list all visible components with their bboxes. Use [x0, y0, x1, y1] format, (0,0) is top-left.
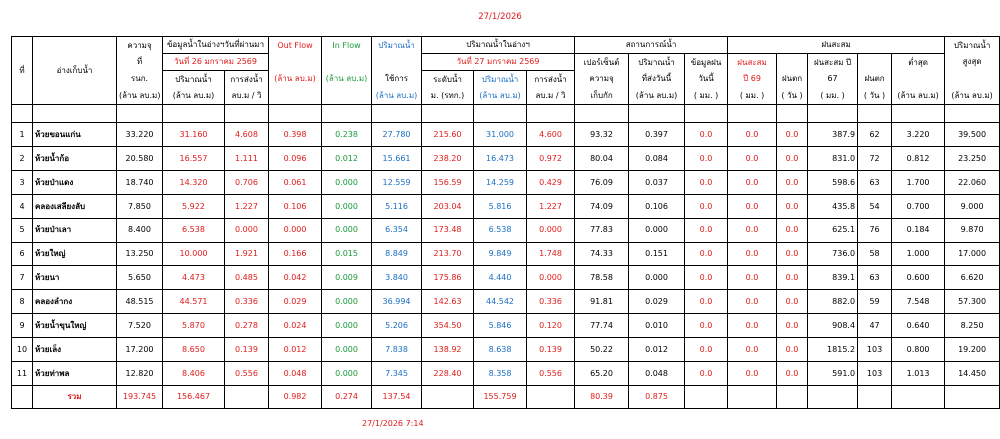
row-rain-67: 435.8 — [808, 194, 858, 218]
row-rain-today: 0.0 — [685, 266, 728, 290]
table-row — [12, 218, 1000, 242]
row-today-release: 0.139 — [527, 338, 575, 362]
row-yesterday-volume: 10.000 — [163, 242, 225, 266]
header-yesterday-volume-2: (ล้าน ลบ.ม) — [163, 88, 225, 105]
table-row — [12, 290, 1000, 314]
total-row — [12, 386, 1000, 409]
header-status-group: สถานการณ์น้ำ — [575, 37, 728, 54]
row-usable: 5.116 — [372, 194, 422, 218]
row-percent: 91.81 — [575, 290, 629, 314]
header-release-today-2: ที่ส่งวันนี้ — [629, 71, 685, 88]
header-yesterday-volume-1: ปริมาณน้ำ — [163, 71, 225, 88]
row-yesterday-release: 0.336 — [225, 290, 269, 314]
row-min: 0.640 — [892, 314, 945, 338]
row-rain-69: 0.0 — [728, 146, 777, 170]
row-no: 2 — [12, 146, 33, 170]
row-level: 213.70 — [422, 242, 474, 266]
row-capacity: 13.250 — [117, 242, 163, 266]
row-no: 7 — [12, 266, 33, 290]
row-release-today: 0.106 — [629, 194, 685, 218]
row-percent: 74.09 — [575, 194, 629, 218]
row-yesterday-release: 0.139 — [225, 338, 269, 362]
header-today-volume-1: ปริมาณน้ำ — [474, 71, 527, 88]
header-rain67-3: ( มม. ) — [808, 88, 858, 105]
row-yesterday-volume: 8.650 — [163, 338, 225, 362]
header-outflow-1: Out Flow — [269, 37, 322, 54]
row-rain-67: 387.9 — [808, 123, 858, 147]
row-usable: 15.661 — [372, 146, 422, 170]
row-percent: 76.09 — [575, 170, 629, 194]
header-capacity-3: รนก. — [117, 71, 163, 88]
row-rain-67: 908.4 — [808, 314, 858, 338]
row-raindays-69: 0.0 — [777, 170, 808, 194]
row-rain-69: 0.0 — [728, 170, 777, 194]
row-reservoir-name: ห้วยเล็ง — [33, 338, 117, 362]
row-usable: 3.840 — [372, 266, 422, 290]
table-row — [12, 338, 1000, 362]
row-raindays-69: 0.0 — [777, 290, 808, 314]
row-rain-today: 0.0 — [685, 338, 728, 362]
row-min: 1.000 — [892, 242, 945, 266]
row-outflow: 0.106 — [269, 194, 322, 218]
row-max: 6.620 — [945, 266, 1000, 290]
row-raindays-67: 72 — [858, 146, 892, 170]
header-raindays67-2: ( วัน ) — [858, 88, 892, 105]
header-min-2: ต่ำสุด — [892, 54, 945, 71]
row-today-volume: 8.638 — [474, 338, 527, 362]
row-min: 0.800 — [892, 338, 945, 362]
row-usable: 6.354 — [372, 218, 422, 242]
row-raindays-67: 54 — [858, 194, 892, 218]
row-level: 238.20 — [422, 146, 474, 170]
row-reservoir-name: คลองเสลียงลับ — [33, 194, 117, 218]
row-raindays-69: 0.0 — [777, 314, 808, 338]
row-rain-67: 598.6 — [808, 170, 858, 194]
row-rain-67: 839.1 — [808, 266, 858, 290]
header-raindays69-1: ฝนตก — [777, 71, 808, 88]
row-yesterday-volume: 16.557 — [163, 146, 225, 170]
row-rain-today: 0.0 — [685, 170, 728, 194]
row-percent: 74.33 — [575, 242, 629, 266]
header-rain67-2: 67 — [808, 71, 858, 88]
row-rain-67: 736.0 — [808, 242, 858, 266]
table-row — [12, 362, 1000, 386]
table-row — [12, 194, 1000, 218]
row-outflow: 0.042 — [269, 266, 322, 290]
row-today-volume: 9.849 — [474, 242, 527, 266]
row-yesterday-volume: 8.406 — [163, 362, 225, 386]
header-rain-today-3: ( มม. ) — [685, 88, 728, 105]
row-inflow: 0.000 — [322, 362, 372, 386]
row-capacity: 8.400 — [117, 218, 163, 242]
row-outflow: 0.000 — [269, 218, 322, 242]
row-rain-69: 0.0 — [728, 218, 777, 242]
header-yesterday-date: วันที่ 26 มกราคม 2569 — [163, 54, 269, 71]
row-level: 156.59 — [422, 170, 474, 194]
row-raindays-69: 0.0 — [777, 266, 808, 290]
row-usable: 27.780 — [372, 123, 422, 147]
row-rain-67: 591.0 — [808, 362, 858, 386]
row-inflow: 0.009 — [322, 266, 372, 290]
row-usable: 8.849 — [372, 242, 422, 266]
row-inflow: 0.238 — [322, 123, 372, 147]
row-level: 175.86 — [422, 266, 474, 290]
row-yesterday-volume: 14.320 — [163, 170, 225, 194]
row-min: 0.600 — [892, 266, 945, 290]
row-rain-today: 0.0 — [685, 314, 728, 338]
total-usable: 137.54 — [372, 386, 422, 409]
header-usable-3: (ล้าน ลบ.ม) — [372, 88, 422, 105]
row-max: 19.200 — [945, 338, 1000, 362]
row-today-volume: 5.816 — [474, 194, 527, 218]
header-inflow-2: (ล้าน ลบ.ม) — [322, 71, 372, 88]
row-rain-today: 0.0 — [685, 362, 728, 386]
total-percent: 80.39 — [575, 386, 629, 409]
row-max: 14.450 — [945, 362, 1000, 386]
row-yesterday-volume: 4.473 — [163, 266, 225, 290]
header-level-2: ม. (รทก.) — [422, 88, 474, 105]
row-reservoir-name: ห้วยน้ำขุนใหญ่ — [33, 314, 117, 338]
row-min: 0.700 — [892, 194, 945, 218]
row-reservoir-name: ห้วยขอนแก่น — [33, 123, 117, 147]
row-raindays-69: 0.0 — [777, 242, 808, 266]
row-min: 3.220 — [892, 123, 945, 147]
header-rain69-3: ( มม. ) — [728, 88, 777, 105]
row-no: 10 — [12, 338, 33, 362]
row-outflow: 0.012 — [269, 338, 322, 362]
row-percent: 77.74 — [575, 314, 629, 338]
row-raindays-69: 0.0 — [777, 123, 808, 147]
row-min: 7.548 — [892, 290, 945, 314]
row-raindays-67: 58 — [858, 242, 892, 266]
header-min-1: ปริมาณน้ำ — [945, 37, 1000, 54]
row-today-release: 1.748 — [527, 242, 575, 266]
row-raindays-69: 0.0 — [777, 194, 808, 218]
row-raindays-67: 63 — [858, 266, 892, 290]
row-release-today: 0.000 — [629, 218, 685, 242]
header-rain-today-1: ข้อมูลฝน — [685, 54, 728, 71]
header-today-group: ปริมาณน้ำในอ่างฯ — [422, 37, 575, 54]
row-rain-67: 625.1 — [808, 218, 858, 242]
header-no: ที่ — [12, 37, 33, 105]
row-today-volume: 14.259 — [474, 170, 527, 194]
row-max: 22.060 — [945, 170, 1000, 194]
row-raindays-69: 0.0 — [777, 146, 808, 170]
row-release-today: 0.151 — [629, 242, 685, 266]
row-rain-69: 0.0 — [728, 266, 777, 290]
row-percent: 93.32 — [575, 123, 629, 147]
row-raindays-69: 0.0 — [777, 362, 808, 386]
total-outflow: 0.982 — [269, 386, 322, 409]
row-reservoir-name: ห้วยป่าแดง — [33, 170, 117, 194]
row-capacity: 20.580 — [117, 146, 163, 170]
row-release-today: 0.000 — [629, 266, 685, 290]
table-row — [12, 123, 1000, 147]
row-max: 57.300 — [945, 290, 1000, 314]
row-today-release: 0.000 — [527, 266, 575, 290]
row-reservoir-name: ห้วยป่าเลา — [33, 218, 117, 242]
table-row — [12, 242, 1000, 266]
row-today-volume: 5.846 — [474, 314, 527, 338]
row-release-today: 0.048 — [629, 362, 685, 386]
row-yesterday-release: 4.608 — [225, 123, 269, 147]
header-percent-2: ความจุ — [575, 71, 629, 88]
row-percent: 65.20 — [575, 362, 629, 386]
row-raindays-67: 59 — [858, 290, 892, 314]
row-raindays-67: 103 — [858, 338, 892, 362]
row-yesterday-release: 1.921 — [225, 242, 269, 266]
row-level: 354.50 — [422, 314, 474, 338]
row-no: 1 — [12, 123, 33, 147]
row-capacity: 12.820 — [117, 362, 163, 386]
row-min: 1.013 — [892, 362, 945, 386]
row-reservoir-name: ห้วยท่าพล — [33, 362, 117, 386]
row-max: 39.500 — [945, 123, 1000, 147]
header-yesterday-group: ข้อมูลน้ำในอ่างฯวันที่ผ่านมา — [163, 37, 269, 54]
row-rain-today: 0.0 — [685, 218, 728, 242]
row-min: 0.184 — [892, 218, 945, 242]
row-rain-69: 0.0 — [728, 338, 777, 362]
header-today-release-1: การส่งน้ำ — [527, 71, 575, 88]
row-raindays-67: 103 — [858, 362, 892, 386]
row-inflow: 0.000 — [322, 194, 372, 218]
row-level: 228.40 — [422, 362, 474, 386]
row-no: 5 — [12, 218, 33, 242]
row-level: 203.04 — [422, 194, 474, 218]
row-no: 4 — [12, 194, 33, 218]
row-capacity: 33.220 — [117, 123, 163, 147]
row-release-today: 0.029 — [629, 290, 685, 314]
header-today-volume-2: (ล้าน ลบ.ม) — [474, 88, 527, 105]
row-rain-today: 0.0 — [685, 242, 728, 266]
row-level: 215.60 — [422, 123, 474, 147]
row-today-volume: 8.358 — [474, 362, 527, 386]
row-outflow: 0.061 — [269, 170, 322, 194]
row-max: 23.250 — [945, 146, 1000, 170]
row-inflow: 0.000 — [322, 338, 372, 362]
timestamp-footer: 27/1/2026 7:14 — [362, 419, 424, 428]
header-max-2: สูงสุด — [945, 54, 1000, 71]
row-inflow: 0.000 — [322, 314, 372, 338]
header-capacity-1: ความจุ — [117, 37, 163, 54]
header-usable-1: ปริมาณน้ำ — [372, 37, 422, 54]
total-today-volume: 155.759 — [474, 386, 527, 409]
header-inflow-1: In Flow — [322, 37, 372, 54]
header-rain69-1: ฝนสะสม — [728, 54, 777, 71]
header-percent-1: เปอร์เซ็นต์ — [575, 54, 629, 71]
row-outflow: 0.398 — [269, 123, 322, 147]
row-min: 0.812 — [892, 146, 945, 170]
total-yesterday-volume: 156.467 — [163, 386, 225, 409]
row-today-release: 0.972 — [527, 146, 575, 170]
row-inflow: 0.012 — [322, 146, 372, 170]
table-row — [12, 314, 1000, 338]
row-rain-69: 0.0 — [728, 362, 777, 386]
row-usable: 7.838 — [372, 338, 422, 362]
row-min: 1.700 — [892, 170, 945, 194]
row-rain-67: 831.0 — [808, 146, 858, 170]
header-usable-2: ใช้การ — [372, 71, 422, 88]
table-row — [12, 170, 1000, 194]
row-raindays-67: 76 — [858, 218, 892, 242]
row-release-today: 0.012 — [629, 338, 685, 362]
row-rain-69: 0.0 — [728, 123, 777, 147]
row-usable: 7.345 — [372, 362, 422, 386]
header-outflow-2: (ล้าน ลบ.ม) — [269, 71, 322, 88]
row-raindays-67: 47 — [858, 314, 892, 338]
row-max: 17.000 — [945, 242, 1000, 266]
row-level: 142.63 — [422, 290, 474, 314]
row-inflow: 0.000 — [322, 218, 372, 242]
row-today-release: 0.429 — [527, 170, 575, 194]
total-release-today: 0.875 — [629, 386, 685, 409]
row-raindays-67: 62 — [858, 123, 892, 147]
row-today-volume: 31.000 — [474, 123, 527, 147]
row-capacity: 18.740 — [117, 170, 163, 194]
row-rain-today: 0.0 — [685, 290, 728, 314]
row-percent: 78.58 — [575, 266, 629, 290]
row-capacity: 7.520 — [117, 314, 163, 338]
row-release-today: 0.037 — [629, 170, 685, 194]
header-percent-3: เก็บกัก — [575, 88, 629, 105]
row-max: 9.870 — [945, 218, 1000, 242]
row-yesterday-volume: 5.870 — [163, 314, 225, 338]
row-raindays-67: 63 — [858, 170, 892, 194]
row-no: 3 — [12, 170, 33, 194]
row-yesterday-volume: 5.922 — [163, 194, 225, 218]
header-max-3: (ล้าน ลบ.ม) — [945, 88, 1000, 105]
row-percent: 80.04 — [575, 146, 629, 170]
row-outflow: 0.166 — [269, 242, 322, 266]
row-yesterday-release: 0.278 — [225, 314, 269, 338]
header-capacity-2: ที่ — [117, 54, 163, 71]
row-today-volume: 4.440 — [474, 266, 527, 290]
table-row — [12, 146, 1000, 170]
header-rain-today-2: วันนี้ — [685, 71, 728, 88]
report-date-title: 27/1/2026 — [478, 12, 522, 22]
row-today-release: 4.600 — [527, 123, 575, 147]
row-rain-today: 0.0 — [685, 146, 728, 170]
row-usable: 12.559 — [372, 170, 422, 194]
row-outflow: 0.024 — [269, 314, 322, 338]
row-yesterday-release: 0.485 — [225, 266, 269, 290]
row-today-volume: 6.538 — [474, 218, 527, 242]
header-level-1: ระดับน้ำ — [422, 71, 474, 88]
header-release-today-3: (ล้าน ลบ.ม) — [629, 88, 685, 105]
total-inflow: 0.274 — [322, 386, 372, 409]
row-capacity: 48.515 — [117, 290, 163, 314]
row-level: 138.92 — [422, 338, 474, 362]
row-capacity: 5.650 — [117, 266, 163, 290]
row-rain-69: 0.0 — [728, 194, 777, 218]
row-usable: 36.994 — [372, 290, 422, 314]
row-rain-69: 0.0 — [728, 314, 777, 338]
row-percent: 77.83 — [575, 218, 629, 242]
row-no: 9 — [12, 314, 33, 338]
header-rain-group: ฝนสะสม — [728, 37, 945, 54]
row-today-release: 0.120 — [527, 314, 575, 338]
row-usable: 5.206 — [372, 314, 422, 338]
row-yesterday-volume: 44.571 — [163, 290, 225, 314]
row-rain-69: 0.0 — [728, 242, 777, 266]
row-yesterday-release: 0.556 — [225, 362, 269, 386]
row-today-volume: 16.473 — [474, 146, 527, 170]
row-rain-67: 882.0 — [808, 290, 858, 314]
header-reservoir: อ่างเก็บน้ำ — [33, 37, 117, 105]
header-today-date: วันที่ 27 มกราคม 2569 — [422, 54, 575, 71]
row-max: 8.250 — [945, 314, 1000, 338]
row-reservoir-name: ห้วยใหญ่ — [33, 242, 117, 266]
row-today-release: 0.336 — [527, 290, 575, 314]
row-inflow: 0.000 — [322, 290, 372, 314]
header-release-today-1: ปริมาณน้ำ — [629, 54, 685, 71]
header-rain67-1: ฝนสะสม ปี — [808, 54, 858, 71]
header-min-3: (ล้าน ลบ.ม) — [892, 88, 945, 105]
header-raindays67-1: ฝนตก — [858, 71, 892, 88]
row-release-today: 0.010 — [629, 314, 685, 338]
row-today-release: 0.556 — [527, 362, 575, 386]
header-yesterday-release-1: การส่งน้ำ — [225, 71, 269, 88]
row-inflow: 0.015 — [322, 242, 372, 266]
header-today-release-2: ลบ.ม / วิ — [527, 88, 575, 105]
row-percent: 50.22 — [575, 338, 629, 362]
row-level: 173.48 — [422, 218, 474, 242]
table-row — [12, 266, 1000, 290]
row-rain-69: 0.0 — [728, 290, 777, 314]
row-capacity: 7.850 — [117, 194, 163, 218]
total-label: รวม — [33, 386, 117, 409]
row-yesterday-release: 1.227 — [225, 194, 269, 218]
row-yesterday-release: 1.111 — [225, 146, 269, 170]
row-raindays-69: 0.0 — [777, 218, 808, 242]
header-raindays69-2: ( วัน ) — [777, 88, 808, 105]
row-reservoir-name: ห้วยนา — [33, 266, 117, 290]
total-capacity: 193.745 — [117, 386, 163, 409]
header-capacity-4: (ล้าน ลบ.ม) — [117, 88, 163, 105]
row-today-release: 0.000 — [527, 218, 575, 242]
row-today-release: 1.227 — [527, 194, 575, 218]
row-yesterday-release: 0.706 — [225, 170, 269, 194]
row-outflow: 0.029 — [269, 290, 322, 314]
row-inflow: 0.000 — [322, 170, 372, 194]
row-rain-today: 0.0 — [685, 194, 728, 218]
row-max: 9.000 — [945, 194, 1000, 218]
row-yesterday-volume: 31.160 — [163, 123, 225, 147]
row-no: 8 — [12, 290, 33, 314]
row-today-volume: 44.542 — [474, 290, 527, 314]
row-yesterday-volume: 6.538 — [163, 218, 225, 242]
row-outflow: 0.096 — [269, 146, 322, 170]
row-rain-67: 1815.2 — [808, 338, 858, 362]
row-rain-today: 0.0 — [685, 123, 728, 147]
row-release-today: 0.084 — [629, 146, 685, 170]
header-yesterday-release-2: ลบ.ม / วิ — [225, 88, 269, 105]
header-rain69-2: ปี 69 — [728, 71, 777, 88]
row-reservoir-name: คลองลำกง — [33, 290, 117, 314]
row-reservoir-name: ห้วยน้ำก้อ — [33, 146, 117, 170]
row-raindays-69: 0.0 — [777, 338, 808, 362]
row-outflow: 0.048 — [269, 362, 322, 386]
row-no: 6 — [12, 242, 33, 266]
row-no: 11 — [12, 362, 33, 386]
reservoir-table — [11, 36, 1000, 409]
row-yesterday-release: 0.000 — [225, 218, 269, 242]
row-release-today: 0.397 — [629, 123, 685, 147]
row-capacity: 17.200 — [117, 338, 163, 362]
